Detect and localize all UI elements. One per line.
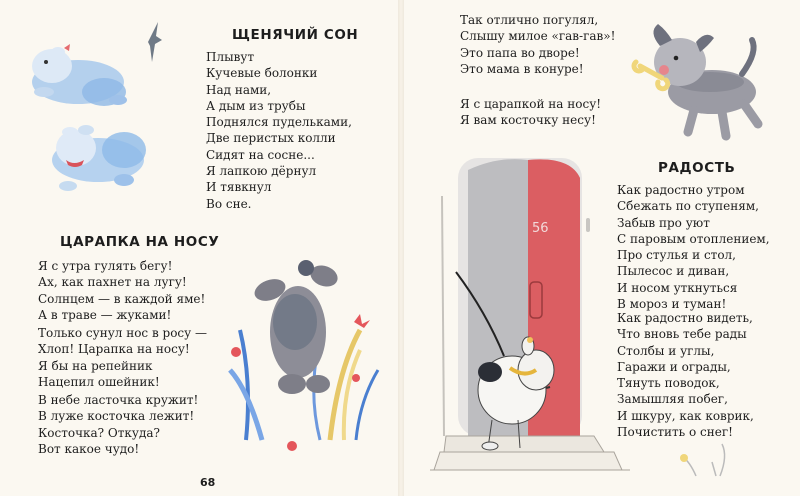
poem-line: Почистить о снег! (617, 425, 733, 440)
poem-line: А в траве — жуками! (38, 307, 172, 322)
poem-line: Слышу милое «гав-гав»! (460, 29, 616, 44)
poem-line: И тявкнул (206, 180, 272, 195)
poem-line: Я с утра гулять бегу! (38, 259, 173, 273)
poem-line: Я бы на репейник (38, 358, 153, 373)
poem-stanza (460, 96, 601, 129)
poem-line: Ах, как пахнет на лугу! (38, 275, 187, 290)
poem-line: Нацепил ошейник! (38, 374, 160, 389)
cloud-puppy-illustration (32, 44, 127, 106)
poem-line: Как радостно видеть, (617, 311, 753, 325)
poem-line: Кучевые болонки (206, 66, 318, 81)
poem-line: Косточка? Откуда? (38, 425, 160, 440)
poem-stanza (206, 49, 352, 163)
poem-line: С паровым отоплением, (617, 231, 770, 246)
poem-stanza (460, 12, 615, 77)
page-gutter (398, 0, 404, 496)
poem-line: Только сунул нос в росу — (38, 326, 208, 340)
poem-line: Я с царапкой на носу! (460, 97, 602, 111)
swallow-illustration (148, 22, 162, 62)
poem-line: Как радостно утром (617, 183, 745, 197)
poem-title-scratch-on-nose: ЦАРАПКА НА НОСУ (60, 234, 220, 250)
poem-line: Забыв про уют (617, 215, 710, 230)
page-number: 68 (200, 476, 216, 489)
cloud-puppy-illustration (52, 125, 146, 191)
poem-stanza (617, 182, 770, 312)
dog-in-grass-illustration (230, 260, 378, 451)
dandelion-illustration (680, 444, 725, 476)
poem-line: Тянуть поводок, (617, 376, 720, 391)
poem-stanza (38, 325, 207, 390)
poem-line: Хлоп! Царапка на носу! (38, 342, 190, 357)
dog-with-bone-illustration (634, 24, 758, 136)
poem-line: А дым из трубы (206, 98, 306, 113)
poem-line: Солнцем — в каждой яме! (38, 291, 206, 306)
poem-stanza (38, 258, 205, 323)
poem-line: Про стулья и стол, (617, 248, 736, 263)
door-scene-illustration (430, 158, 630, 470)
poem-line: В небе ласточка кружит! (38, 393, 199, 407)
poem-line: В луже косточка лежит! (38, 409, 195, 424)
poem-line: Сидят на сосне... (206, 147, 315, 162)
poem-line: Что вновь тебе рады (617, 327, 747, 342)
poem-stanza (38, 392, 198, 457)
poem-stanza (206, 163, 316, 212)
poem-line: Вот какое чудо! (38, 441, 140, 456)
poem-title-joy: РАДОСТЬ (658, 160, 736, 176)
poem-line: Две перистых колли (206, 131, 336, 146)
poem-line: И шкуру, как коврик, (617, 408, 754, 423)
poem-line: Я лапкою дёрнул (206, 164, 317, 178)
poem-line: Я вам косточку несу! (460, 113, 596, 128)
poem-line: Это мама в конуре! (460, 61, 584, 76)
poem-line: Гаражи и ограды, (617, 359, 731, 374)
poem-line: Во сне. (206, 196, 252, 211)
poem-line: Сбежать по ступеням, (617, 199, 759, 214)
door-number: 56 (532, 221, 549, 236)
poem-title-puppy-dream: ЩЕНЯЧИЙ СОН (232, 27, 359, 43)
poem-line: Столбы и углы, (617, 343, 715, 358)
poem-line: Над нами, (206, 82, 272, 97)
poem-line: Замышляя побег, (617, 392, 728, 407)
poem-line: И носом уткнуться (617, 280, 738, 295)
poem-line: Так отлично погулял, (460, 13, 599, 27)
poem-line: Это папа во дворе! (460, 45, 580, 60)
poem-line: В мороз и туман! (617, 297, 727, 312)
poem-line: Пылесос и диван, (617, 264, 730, 279)
poem-line: Поднялся пудельками, (206, 115, 352, 130)
poem-stanza (617, 310, 754, 440)
poem-line: Плывут (206, 50, 255, 64)
